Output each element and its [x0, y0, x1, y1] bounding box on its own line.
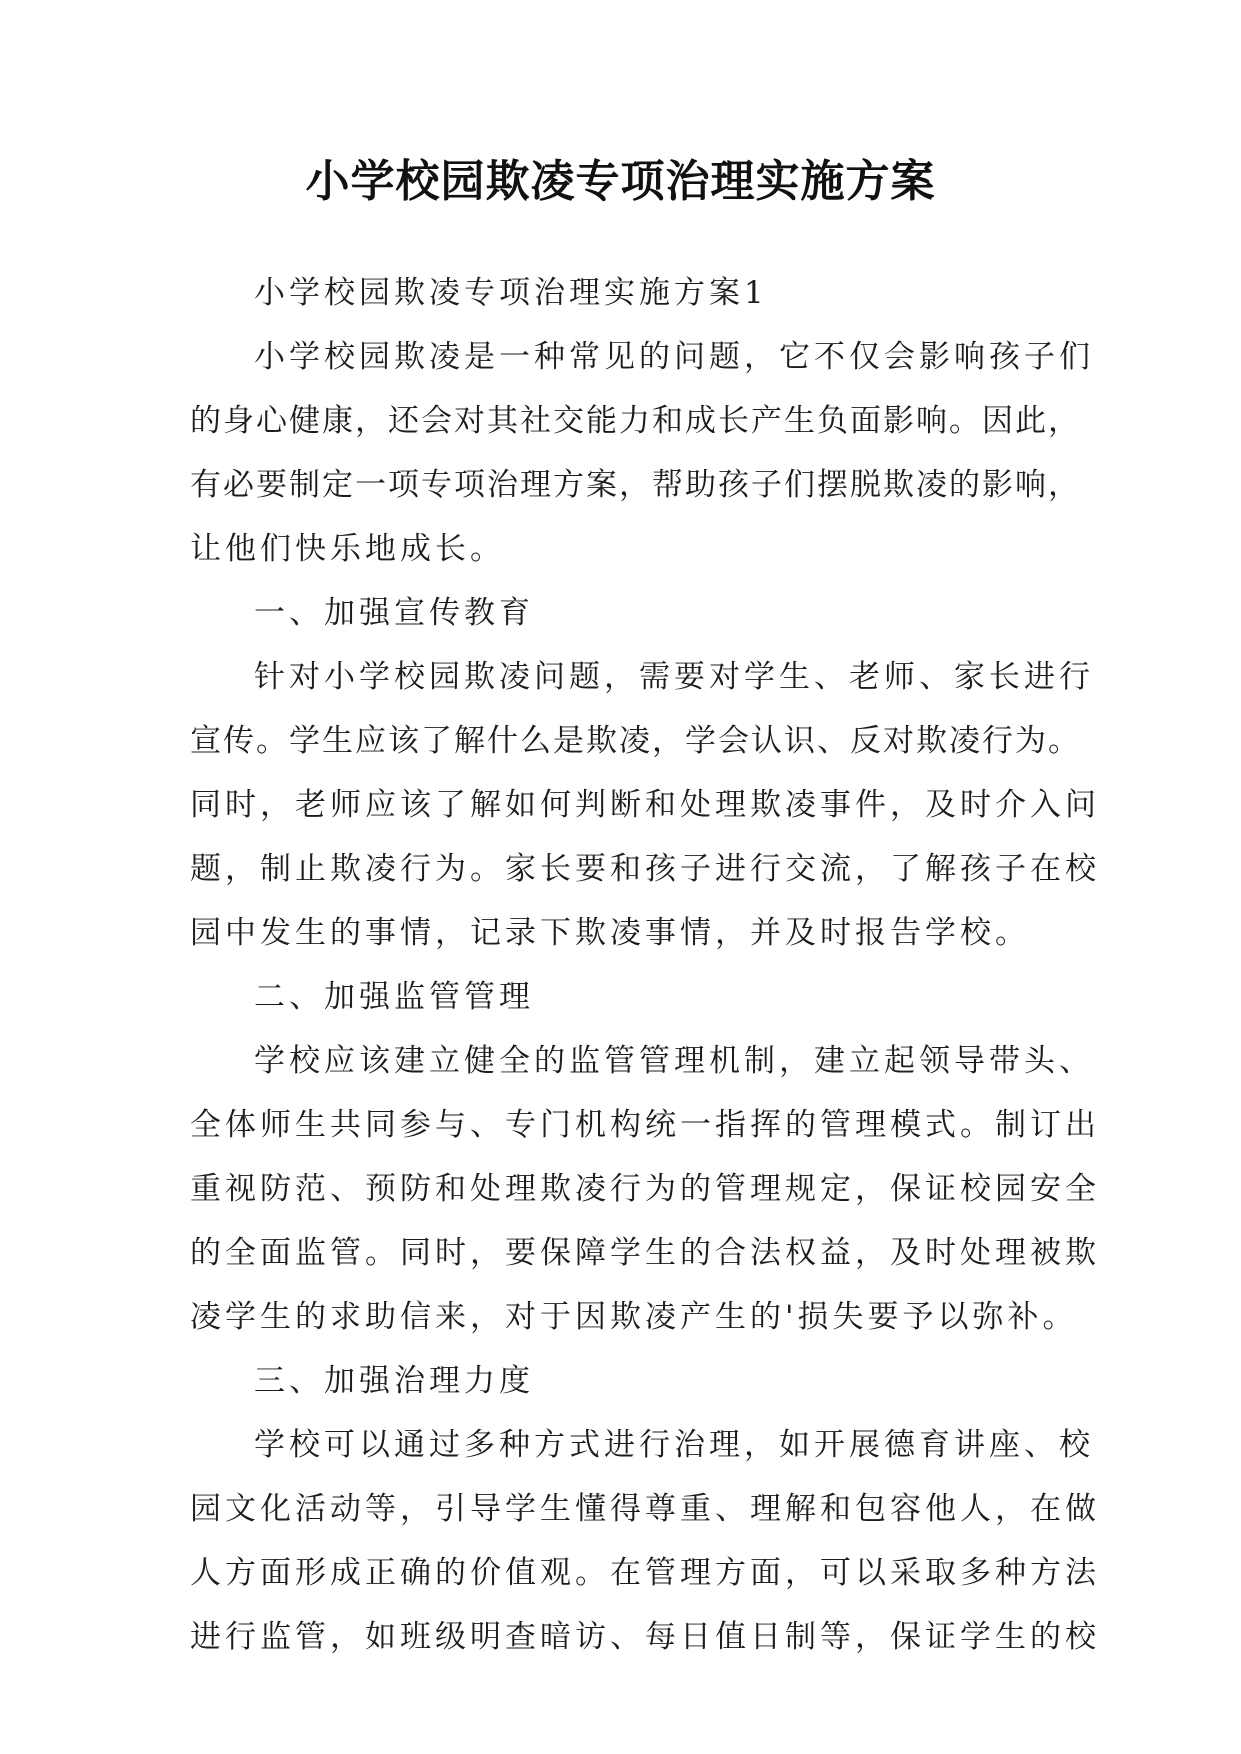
- section-heading-3: 三、加强治理力度: [254, 1363, 534, 1399]
- paragraph-line: 的全面监管。同时，要保障学生的合法权益，及时处理被欺: [190, 1235, 1100, 1271]
- paragraph-line: 同时，老师应该了解如何判断和处理欺凌事件，及时介入问: [190, 787, 1100, 823]
- paragraph-line: 凌学生的求助信来，对于因欺凌产生的'损失要予以弥补。: [190, 1299, 1078, 1335]
- paragraph-line: 有必要制定一项专项治理方案，帮助孩子们摆脱欺凌的影响，: [190, 467, 1081, 503]
- paragraph-line: 学校应该建立健全的监管管理机制，建立起领导带头、: [254, 1043, 1094, 1079]
- paragraph-line: 小学校园欺凌是一种常见的问题，它不仅会影响孩子们: [254, 339, 1094, 375]
- paragraph-line: 的身心健康，还会对其社交能力和成长产生负面影响。因此，: [190, 403, 1081, 439]
- paragraph-line: 宣传。学生应该了解什么是欺凌，学会认识、反对欺凌行为。: [190, 723, 1081, 759]
- paragraph-line: 人方面形成正确的价值观。在管理方面，可以采取多种方法: [190, 1555, 1100, 1591]
- paragraph-line: 重视防范、预防和处理欺凌行为的管理规定，保证校园安全: [190, 1171, 1100, 1207]
- paragraph-line: 全体师生共同参与、专门机构统一指挥的管理模式。制订出: [190, 1107, 1100, 1143]
- paragraph-line: 园中发生的事情，记录下欺凌事情，并及时报告学校。: [190, 915, 1030, 951]
- section-heading-1: 一、加强宣传教育: [254, 595, 534, 631]
- paragraph-line: 园文化活动等，引导学生懂得尊重、理解和包容他人，在做: [190, 1491, 1100, 1527]
- paragraph-line: 学校可以通过多种方式进行治理，如开展德育讲座、校: [254, 1427, 1094, 1463]
- subtitle-line: 小学校园欺凌专项治理实施方案1: [254, 275, 768, 311]
- paragraph-line: 进行监管，如班级明查暗访、每日值日制等，保证学生的校: [190, 1619, 1100, 1655]
- page-title: 小学校园欺凌专项治理实施方案: [305, 156, 936, 207]
- paragraph-line: 题，制止欺凌行为。家长要和孩子进行交流，了解孩子在校: [190, 851, 1100, 887]
- paragraph-line: 针对小学校园欺凌问题，需要对学生、老师、家长进行: [254, 659, 1094, 695]
- paragraph-line: 让他们快乐地成长。: [190, 531, 505, 567]
- section-heading-2: 二、加强监管管理: [254, 979, 534, 1015]
- document-body: [190, 261, 1100, 1669]
